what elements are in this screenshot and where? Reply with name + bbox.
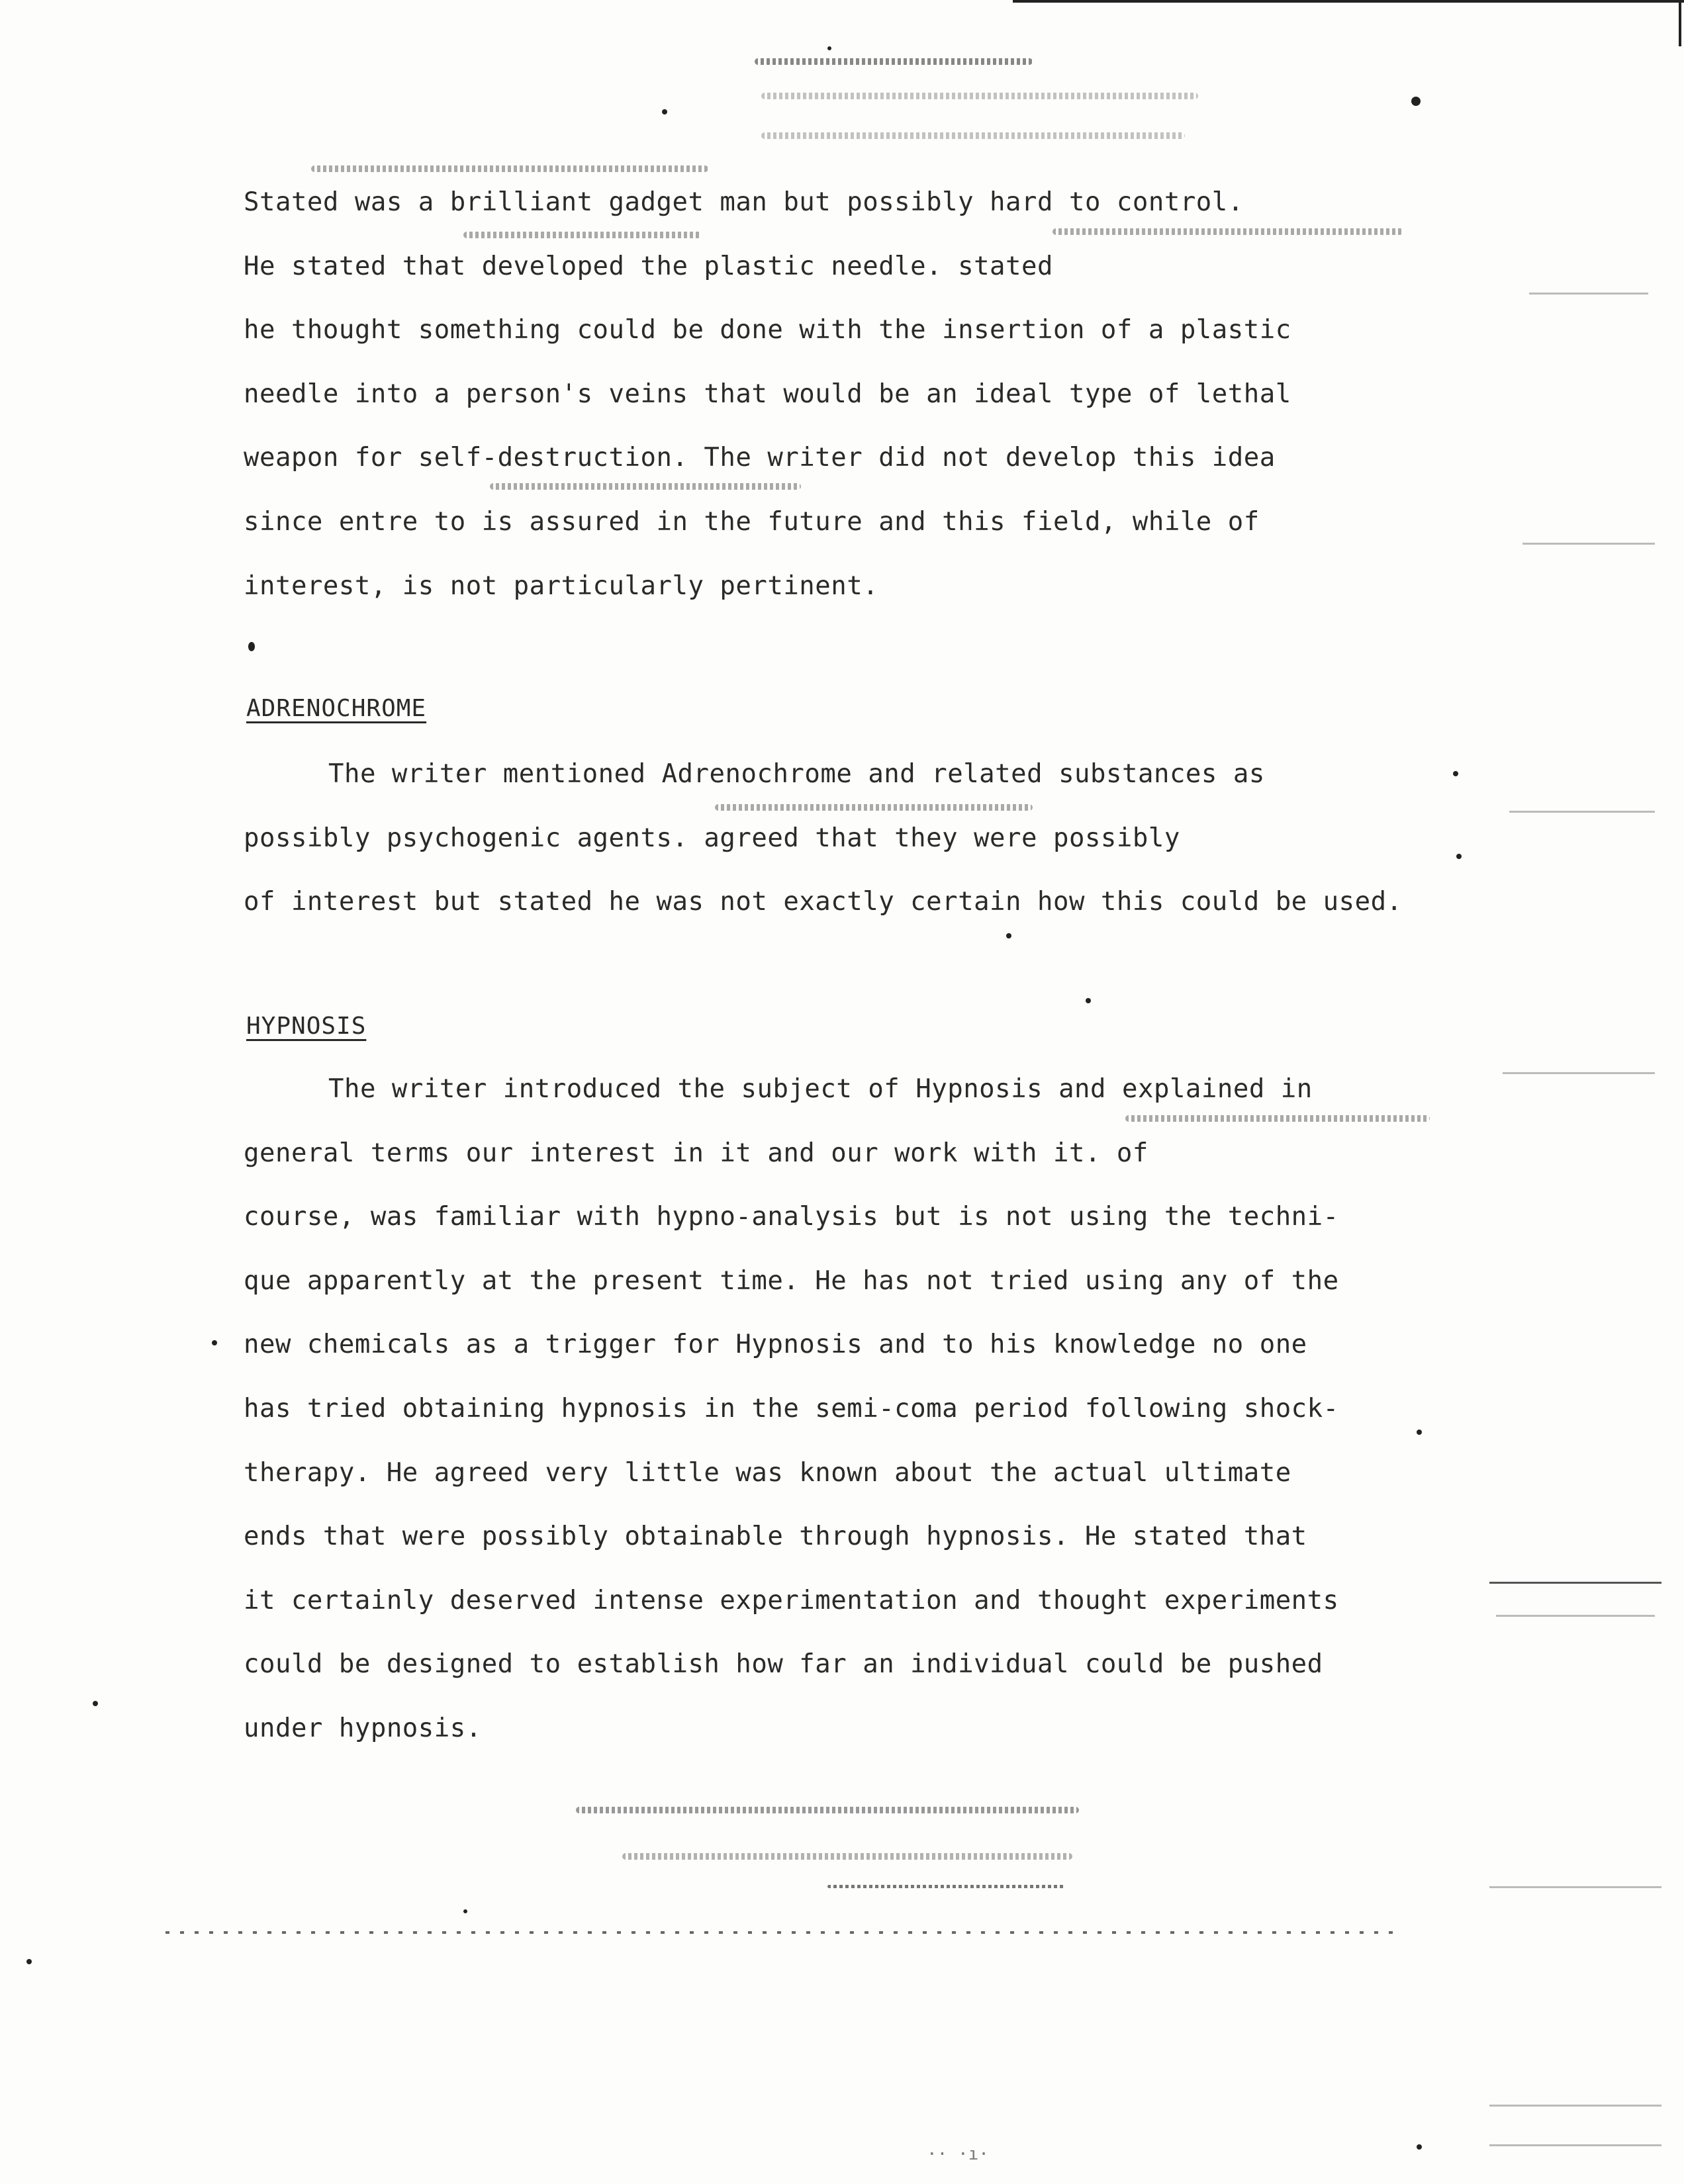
speck: [827, 46, 831, 50]
speck: [93, 1701, 98, 1706]
margin-mark: [1489, 2105, 1661, 2107]
right-border-line: [1679, 0, 1681, 46]
text-line: since entre to is assured in the future and this field, while of: [244, 506, 1260, 537]
paragraph-hypnosis: [244, 1058, 1448, 1761]
text-line: it certainly deserved intense experimentation and thought experiments: [244, 1585, 1339, 1615]
speck: [1453, 771, 1458, 776]
redaction-scribble: [827, 1885, 1066, 1888]
margin-mark: [1503, 1072, 1655, 1074]
margin-mark: [1529, 293, 1648, 295]
margin-mark: [1522, 543, 1655, 545]
redaction-scribble: [761, 132, 1185, 139]
text-line: of interest but stated he was not exactly certain how this could be used.: [244, 887, 1403, 917]
speck: [1411, 97, 1421, 106]
text-line: The writer introduced the subject of Hypnosis and explained in: [328, 1074, 1313, 1104]
speck: [1456, 854, 1462, 859]
redaction-scribble: [622, 1853, 1072, 1860]
redaction-scribble: [576, 1807, 1079, 1813]
dotted-rule: [165, 1931, 1397, 1934]
text-line: possibly psychogenic agents. agreed that they were possibly: [244, 823, 1180, 853]
speck: [248, 642, 255, 651]
speck: [463, 1909, 467, 1913]
text-line: He stated that developed the plastic needle. stated: [244, 251, 1053, 281]
section-heading-hypnosis: HYPNOSIS: [246, 1013, 367, 1040]
margin-mark: [1489, 1886, 1661, 1888]
margin-mark: [1496, 1615, 1655, 1617]
speck: [662, 109, 667, 114]
text-line: needle into a person's veins that would be an ideal type of lethal: [244, 379, 1291, 409]
speck: [26, 1959, 32, 1964]
margin-mark: [1489, 2144, 1661, 2146]
speck: [1417, 2144, 1422, 2150]
margin-mark: [1509, 811, 1655, 813]
section-heading-adrenochrome: ADRENOCHROME: [246, 695, 427, 722]
text-line: could be designed to establish how far an individual could be pushed: [244, 1649, 1323, 1680]
redaction-scribble: [761, 93, 1198, 99]
text-line: has tried obtaining hypnosis in the semi-coma period following shock-: [244, 1393, 1339, 1424]
text-line: general terms our interest in it and our work with it. of: [244, 1138, 1148, 1168]
text-line: ends that were possibly obtainable through hypnosis. He stated that: [244, 1522, 1307, 1552]
text-line: The writer mentioned Adrenochrome and related substances as: [328, 759, 1265, 789]
paragraph-plastic-needle: [244, 171, 1448, 618]
text-line: Stated was a brilliant gadget man but possibly hard to control.: [244, 187, 1244, 217]
text-line: course, was familiar with hypno-analysis but is not using the techni-: [244, 1202, 1339, 1232]
text-line: weapon for self-destruction. The writer did not develop this idea: [244, 443, 1276, 473]
text-line: new chemicals as a trigger for Hypnosis and to his knowledge no one: [244, 1330, 1307, 1360]
text-line: interest, is not particularly pertinent.: [244, 570, 879, 601]
speck: [212, 1340, 217, 1345]
text-line: under hypnosis.: [244, 1713, 482, 1743]
text-line: que apparently at the present time. He has not tried using any of the: [244, 1265, 1339, 1296]
paragraph-adrenochrome: [244, 743, 1448, 934]
page-footer-mark: ·· ·ı·: [927, 2144, 989, 2164]
margin-mark: [1489, 1582, 1661, 1584]
speck: [1086, 998, 1091, 1003]
speck: [1006, 933, 1011, 938]
redaction-scribble: [755, 58, 1033, 65]
speck: [1417, 1430, 1422, 1435]
text-line: he thought something could be done with the insertion of a plastic: [244, 315, 1291, 345]
text-line: therapy. He agreed very little was known about the actual ultimate: [244, 1457, 1291, 1488]
top-border-line: [1013, 0, 1684, 3]
